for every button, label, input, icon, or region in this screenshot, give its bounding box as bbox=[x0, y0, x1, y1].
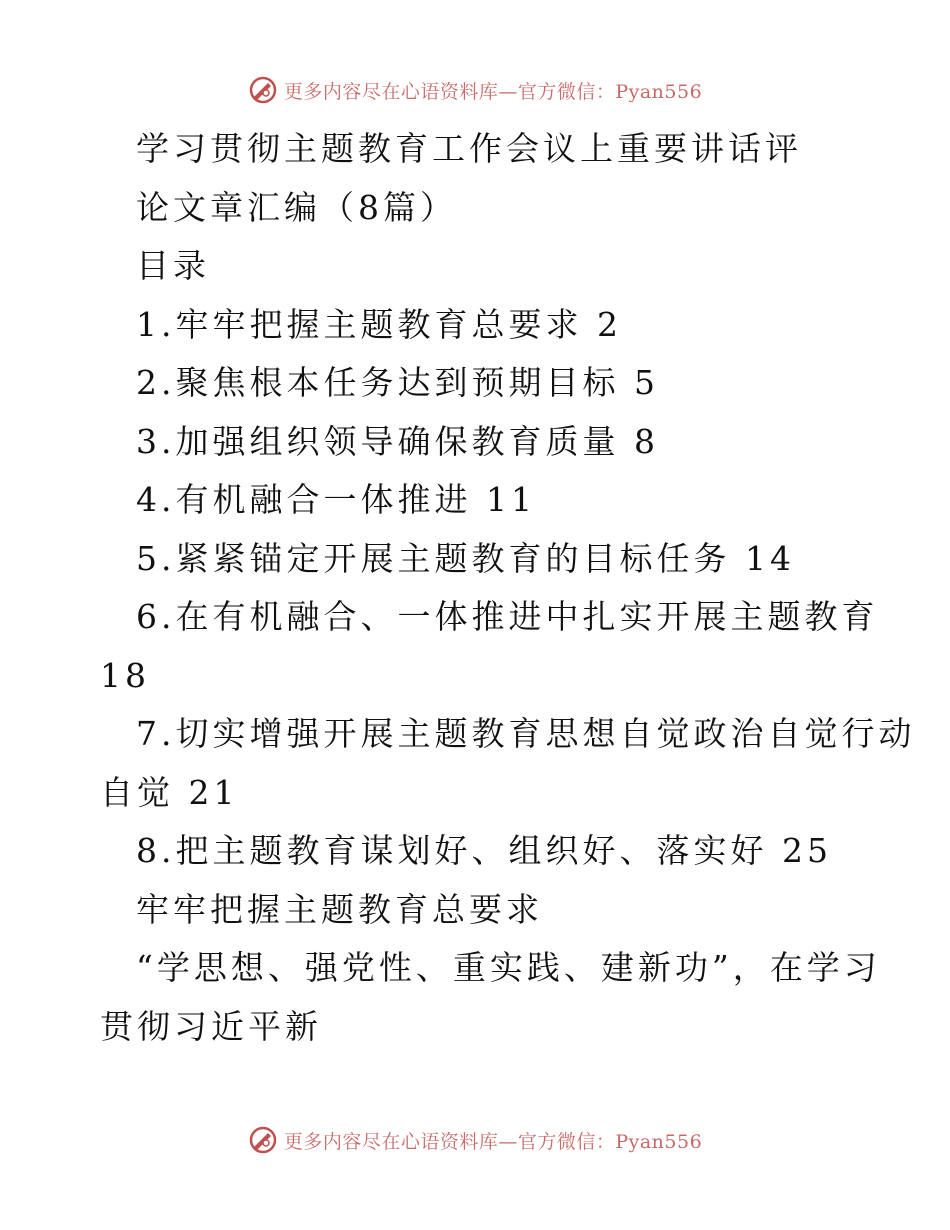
section-heading: 牢牢把握主题教育总要求 bbox=[136, 889, 543, 929]
document-title-line-1: 学习贯彻主题教育工作会议上重要讲话评 bbox=[136, 129, 802, 168]
toc-item-continuation: 自觉 21 bbox=[100, 772, 239, 812]
footer-watermark-banner bbox=[0, 1120, 950, 1160]
watermark-text: 更多内容尽在心语资料库—官方微信：Pyan556 bbox=[283, 1130, 703, 1153]
pen-logo-icon bbox=[248, 1125, 278, 1155]
toc-item: 4.有机融合一体推进 11 bbox=[136, 480, 536, 519]
toc-item: 1.牢牢把握主题教育总要求 2 bbox=[136, 304, 622, 344]
toc-item: 3.加强组织领导确保教育质量 8 bbox=[136, 421, 659, 461]
header-watermark-banner bbox=[0, 70, 950, 110]
watermark-text: 更多内容尽在心语资料库—官方微信：Pyan556 bbox=[283, 80, 703, 103]
document-body bbox=[100, 120, 916, 1056]
toc-item: 2.聚焦根本任务达到预期目标 5 bbox=[136, 363, 659, 402]
toc-item: 6.在有机融合、一体推进中扎实开展主题教育 bbox=[136, 597, 879, 636]
toc-item: 7.切实增强开展主题教育思想自觉政治自觉行动 bbox=[136, 714, 916, 753]
toc-item: 8.把主题教育谋划好、组织好、落实好 25 bbox=[136, 831, 832, 870]
toc-item: 5.紧紧锚定开展主题教育的目标任务 14 bbox=[136, 538, 795, 578]
body-paragraph-line: 贯彻习近平新 bbox=[100, 1006, 322, 1046]
document-title-line-2: 论文章汇编（8篇） bbox=[136, 187, 457, 227]
body-paragraph-line: “学思想、强党性、重实践、建新功”，在学习 bbox=[136, 948, 881, 987]
pen-logo-icon bbox=[248, 75, 278, 105]
toc-heading: 目录 bbox=[136, 246, 210, 285]
toc-item-continuation: 18 bbox=[100, 655, 150, 695]
